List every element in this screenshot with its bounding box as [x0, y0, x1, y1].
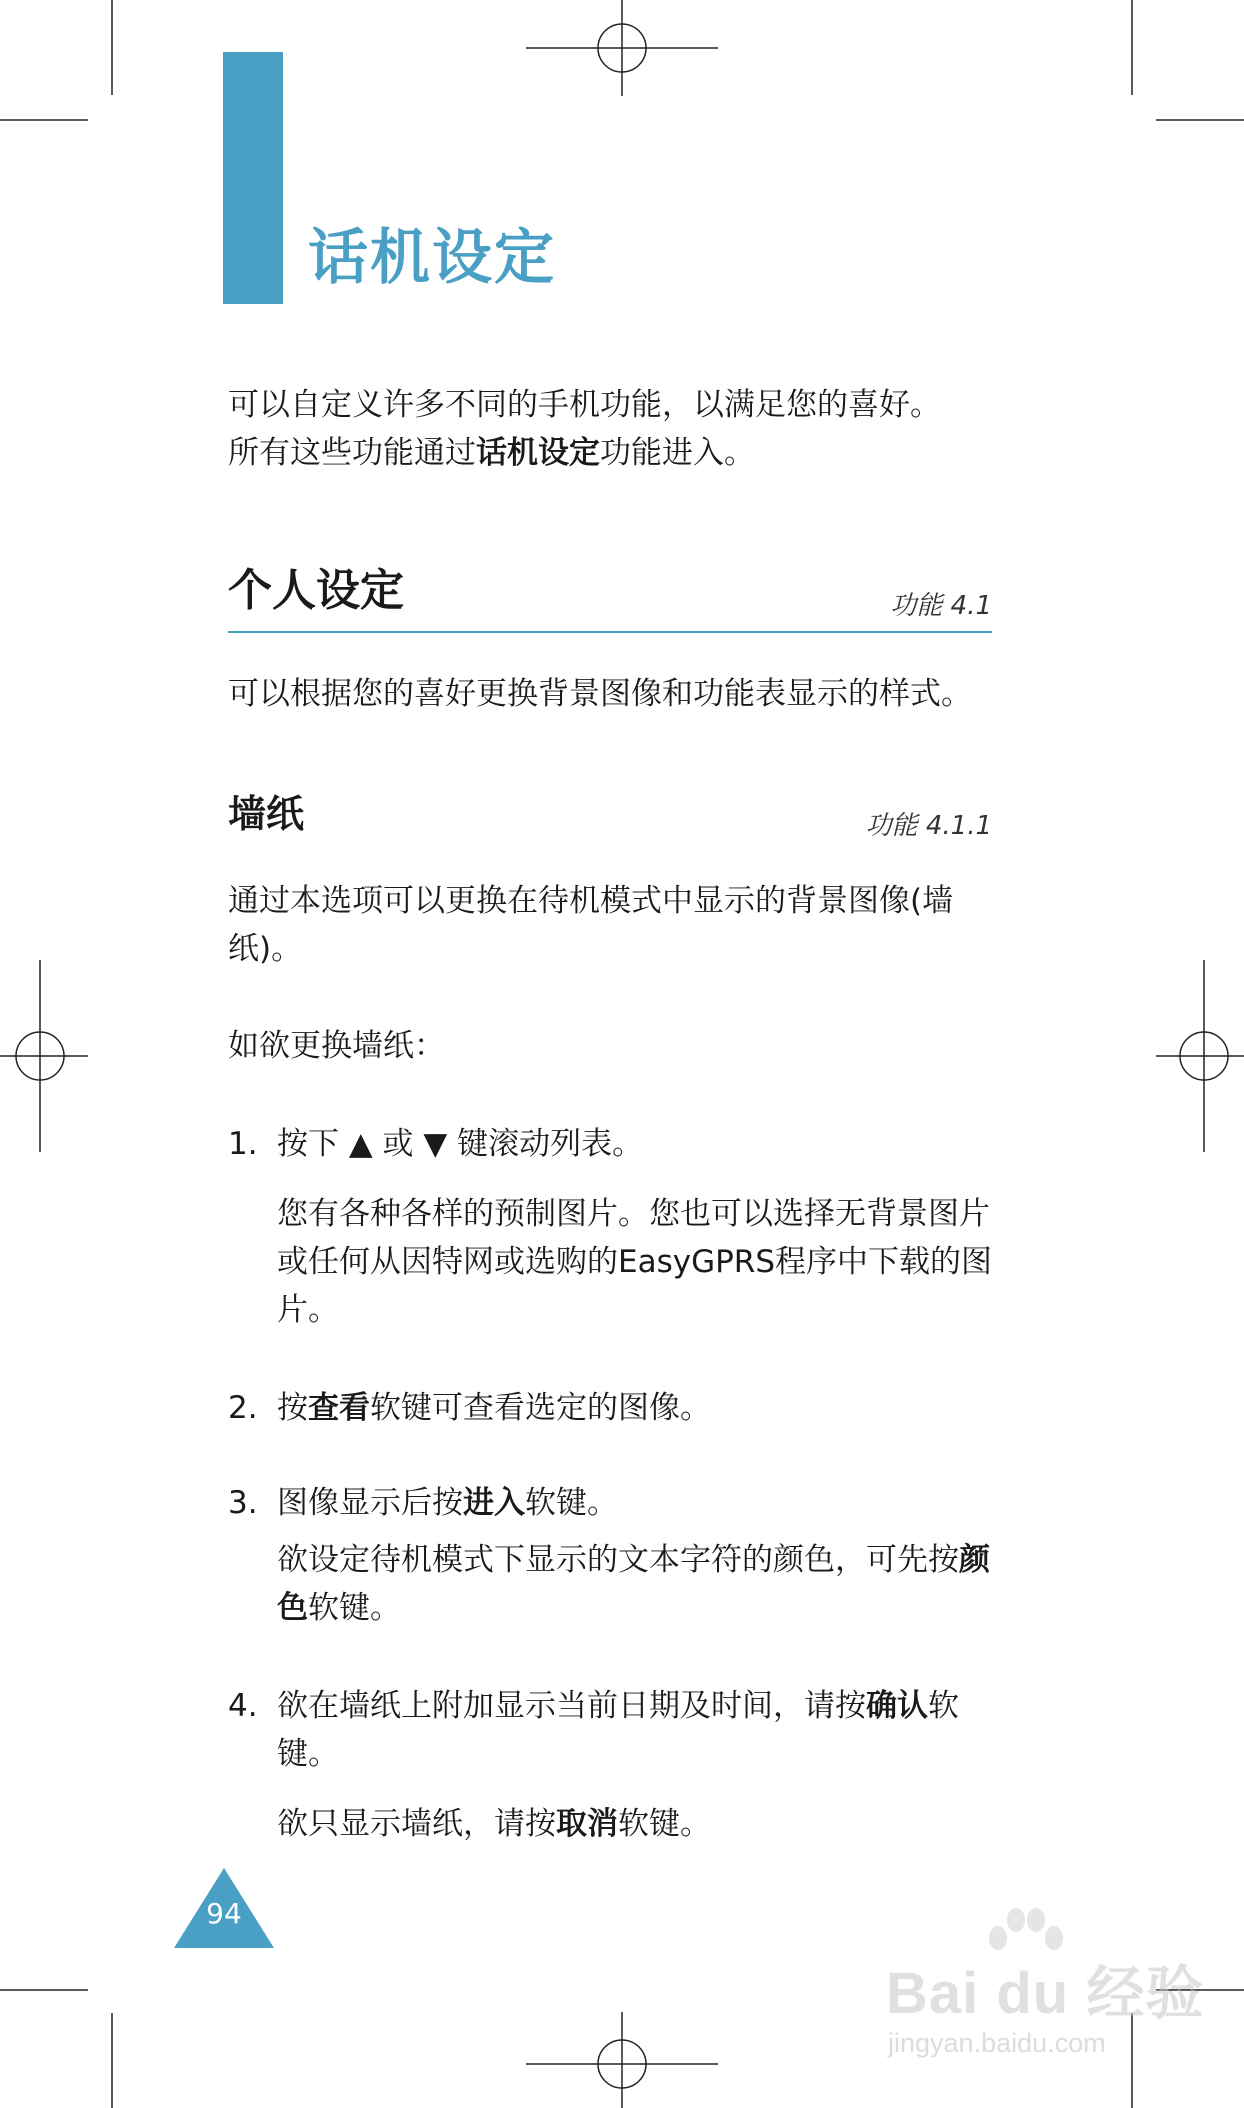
step-text: 按下 ▲ 或 ▼ 键滚动列表。 [277, 1126, 644, 1162]
step-number: 4. [228, 1688, 258, 1724]
intro-line-2-bold: 话机设定 [476, 435, 600, 471]
watermark-brand: Bai du 经验 [886, 1961, 1205, 2026]
step-1 [228, 1120, 998, 1168]
step-text-post: 软键可查看选定的图像。 [370, 1390, 711, 1426]
intro-line-1: 可以自定义许多不同的手机功能，以满足您的喜好。 [228, 387, 941, 423]
note-text-post: 软键。 [618, 1806, 711, 1842]
step-3-note [277, 1536, 997, 1632]
step-4-note [277, 1800, 997, 1848]
intro-line-2-pre: 所有这些功能通过 [228, 435, 476, 471]
page-number: 94 [206, 1897, 242, 1930]
chapter-title: 话机设定 [308, 223, 556, 293]
intro-line-2-post: 功能进入。 [600, 435, 755, 471]
subsection-heading [228, 792, 992, 845]
step-4 [228, 1682, 998, 1778]
step-number: 1. [228, 1126, 258, 1162]
watermark-url: jingyan.baidu.com [888, 2028, 1106, 2058]
step-text [277, 1682, 998, 1778]
intro-paragraph [228, 381, 998, 477]
step-text-post: 软键。 [277, 1688, 959, 1772]
section-divider [228, 631, 992, 633]
chapter-accent-bar [223, 52, 283, 304]
softkey-label: 取消 [556, 1806, 618, 1842]
step-text-pre: 按 [277, 1390, 308, 1426]
intro-line-2 [228, 429, 998, 477]
section-function-ref: 功能 4.1 [890, 591, 992, 621]
step-text-pre: 图像显示后按 [277, 1485, 463, 1521]
step-text-post: 软键。 [525, 1485, 618, 1521]
subsection-description: 通过本选项可以更换在待机模式中显示的背景图像(墙纸)。 [228, 883, 954, 967]
step-1-note: 您有各种各样的预制图片。您也可以选择无背景图片或任何从因特网或选购的EasyGPRS程序中下载的图片。 [277, 1196, 993, 1328]
step-number: 3. [228, 1485, 258, 1521]
step-number: 2. [228, 1390, 258, 1426]
step-text-pre: 欲在墙纸上附加显示当前日期及时间，请按 [277, 1688, 866, 1724]
softkey-label: 进入 [463, 1485, 525, 1521]
step-2 [228, 1384, 998, 1432]
section-heading [228, 565, 992, 629]
howto-intro: 如欲更换墙纸： [228, 1028, 445, 1064]
section-title: 个人设定 [228, 565, 404, 616]
subsection-function-ref: 功能 4.1.1 [865, 811, 992, 841]
note-text-pre: 欲只显示墙纸，请按 [277, 1806, 556, 1842]
softkey-label: 确认 [866, 1688, 928, 1724]
softkey-label: 颜色 [277, 1542, 990, 1626]
step-text [277, 1479, 998, 1527]
note-text-post: 软键。 [308, 1590, 401, 1626]
section-description: 可以根据您的喜好更换背景图像和功能表显示的样式。 [228, 676, 972, 712]
step-text [277, 1384, 998, 1432]
baidu-jingyan-watermark [880, 1930, 1205, 2080]
subsection-title: 墙纸 [228, 792, 305, 836]
softkey-label: 查看 [308, 1390, 370, 1426]
note-text-pre: 欲设定待机模式下显示的文本字符的颜色，可先按 [277, 1542, 959, 1578]
step-3 [228, 1479, 998, 1527]
